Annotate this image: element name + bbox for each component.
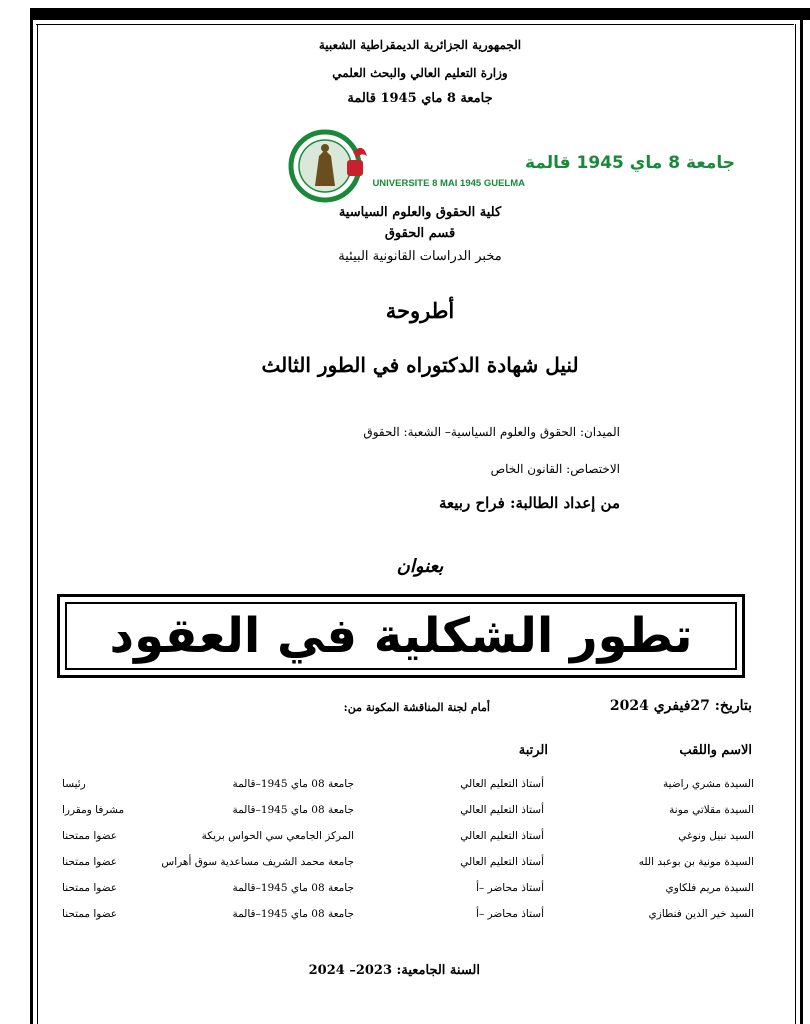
- committee-row: [60, 804, 754, 826]
- degree-line: لنيل شهادة الدكتوراه في الطور الثالث: [261, 353, 579, 377]
- defense-date: بتاريخ: 27فيفري 2024: [609, 698, 752, 714]
- member-rank: أستاذ التعليم العالي: [460, 830, 544, 842]
- page-border-inner-left: [37, 24, 38, 1024]
- member-name: السيدة مونية بن بوعبد الله: [638, 856, 754, 868]
- committee-row: [60, 882, 754, 904]
- republic-name: الجمهورية الجزائرية الديمقراطية الشعبية: [318, 38, 522, 52]
- field-line: الميدان: الحقوق والعلوم السياسية– الشعبة: الحقوق: [363, 425, 620, 439]
- committee-row: [60, 856, 754, 878]
- member-name: السيد خير الدين فنطازي: [648, 908, 754, 920]
- specialty-line: الاختصاص: القانون الخاص: [490, 462, 620, 476]
- logo-arabic-name: جامعة 8 ماي 1945 قالمة: [525, 153, 736, 173]
- member-role: رئيسا: [62, 778, 86, 790]
- member-role: عضوا ممتحنا: [62, 856, 118, 868]
- title-intro: بعنوان: [396, 556, 444, 577]
- author-line: من إعداد الطالبة: فراح ربيعة: [439, 494, 620, 512]
- ministry-name: وزارة التعليم العالي والبحث العلمي: [332, 66, 508, 80]
- faculty-name: كلية الحقوق والعلوم السياسية: [338, 205, 502, 220]
- committee-label: أمام لجنة المناقشة المكونة من:: [343, 701, 490, 714]
- logo-latin-name: UNIVERSITE 8 MAI 1945 GUELMA: [372, 178, 525, 189]
- member-role: عضوا ممتحنا: [62, 830, 118, 842]
- title-box-inner: [65, 602, 737, 670]
- member-name: السيدة مريم فلكاوي: [665, 882, 754, 894]
- university-logo: [285, 128, 736, 204]
- column-header-name: الاسم واللقب: [679, 743, 752, 758]
- academic-year: السنة الجامعية: 2023– 2024: [308, 963, 480, 978]
- title-box: [57, 594, 745, 678]
- university-name: جامعة 8 ماي 1945 قالمة: [347, 91, 493, 106]
- member-rank: أستاذ التعليم العالي: [460, 778, 544, 790]
- member-rank: أستاذ التعليم العالي: [460, 856, 544, 868]
- thesis-type: أطروحة: [385, 298, 455, 323]
- committee-row: [60, 778, 754, 800]
- page-border-left: [30, 8, 33, 1024]
- page-border-right: [800, 8, 803, 1024]
- committee-row: [60, 830, 754, 852]
- member-name: السيدة مشري راضية: [662, 778, 754, 790]
- member-role: عضوا ممتحنا: [62, 908, 118, 920]
- thesis-title: تطور الشكلية في العقود: [109, 608, 693, 664]
- lab-name: مخبر الدراسات القانونية البيئية: [338, 249, 502, 264]
- department-name: قسم الحقوق: [384, 226, 456, 241]
- page-border-top: [30, 8, 810, 20]
- member-institution: جامعة 08 ماي 1945–قالمة: [232, 804, 354, 816]
- member-institution: جامعة 08 ماي 1945–قالمة: [232, 908, 354, 920]
- member-role: مشرفا ومقررا: [62, 804, 125, 816]
- member-rank: أستاذ محاضر –أ: [476, 882, 544, 894]
- committee-row: [60, 908, 754, 930]
- member-role: عضوا ممتحنا: [62, 882, 118, 894]
- member-institution: المركز الجامعي سي الحواس بريكة: [201, 830, 354, 842]
- member-name: السيدة مقلاتي مونة: [669, 804, 754, 816]
- page-border-inner-top: [36, 24, 794, 25]
- member-rank: أستاذ محاضر –أ: [476, 908, 544, 920]
- member-institution: جامعة 08 ماي 1945–قالمة: [232, 882, 354, 894]
- column-header-rank: الرتبة: [518, 743, 548, 758]
- member-name: السيد نبيل ونوغي: [678, 830, 754, 842]
- member-institution: جامعة محمد الشريف مساعدية سوق أهراس: [161, 856, 354, 868]
- member-rank: أستاذ التعليم العالي: [460, 804, 544, 816]
- member-institution: جامعة 08 ماي 1945–قالمة: [232, 778, 354, 790]
- page-border-inner-right: [795, 24, 796, 1024]
